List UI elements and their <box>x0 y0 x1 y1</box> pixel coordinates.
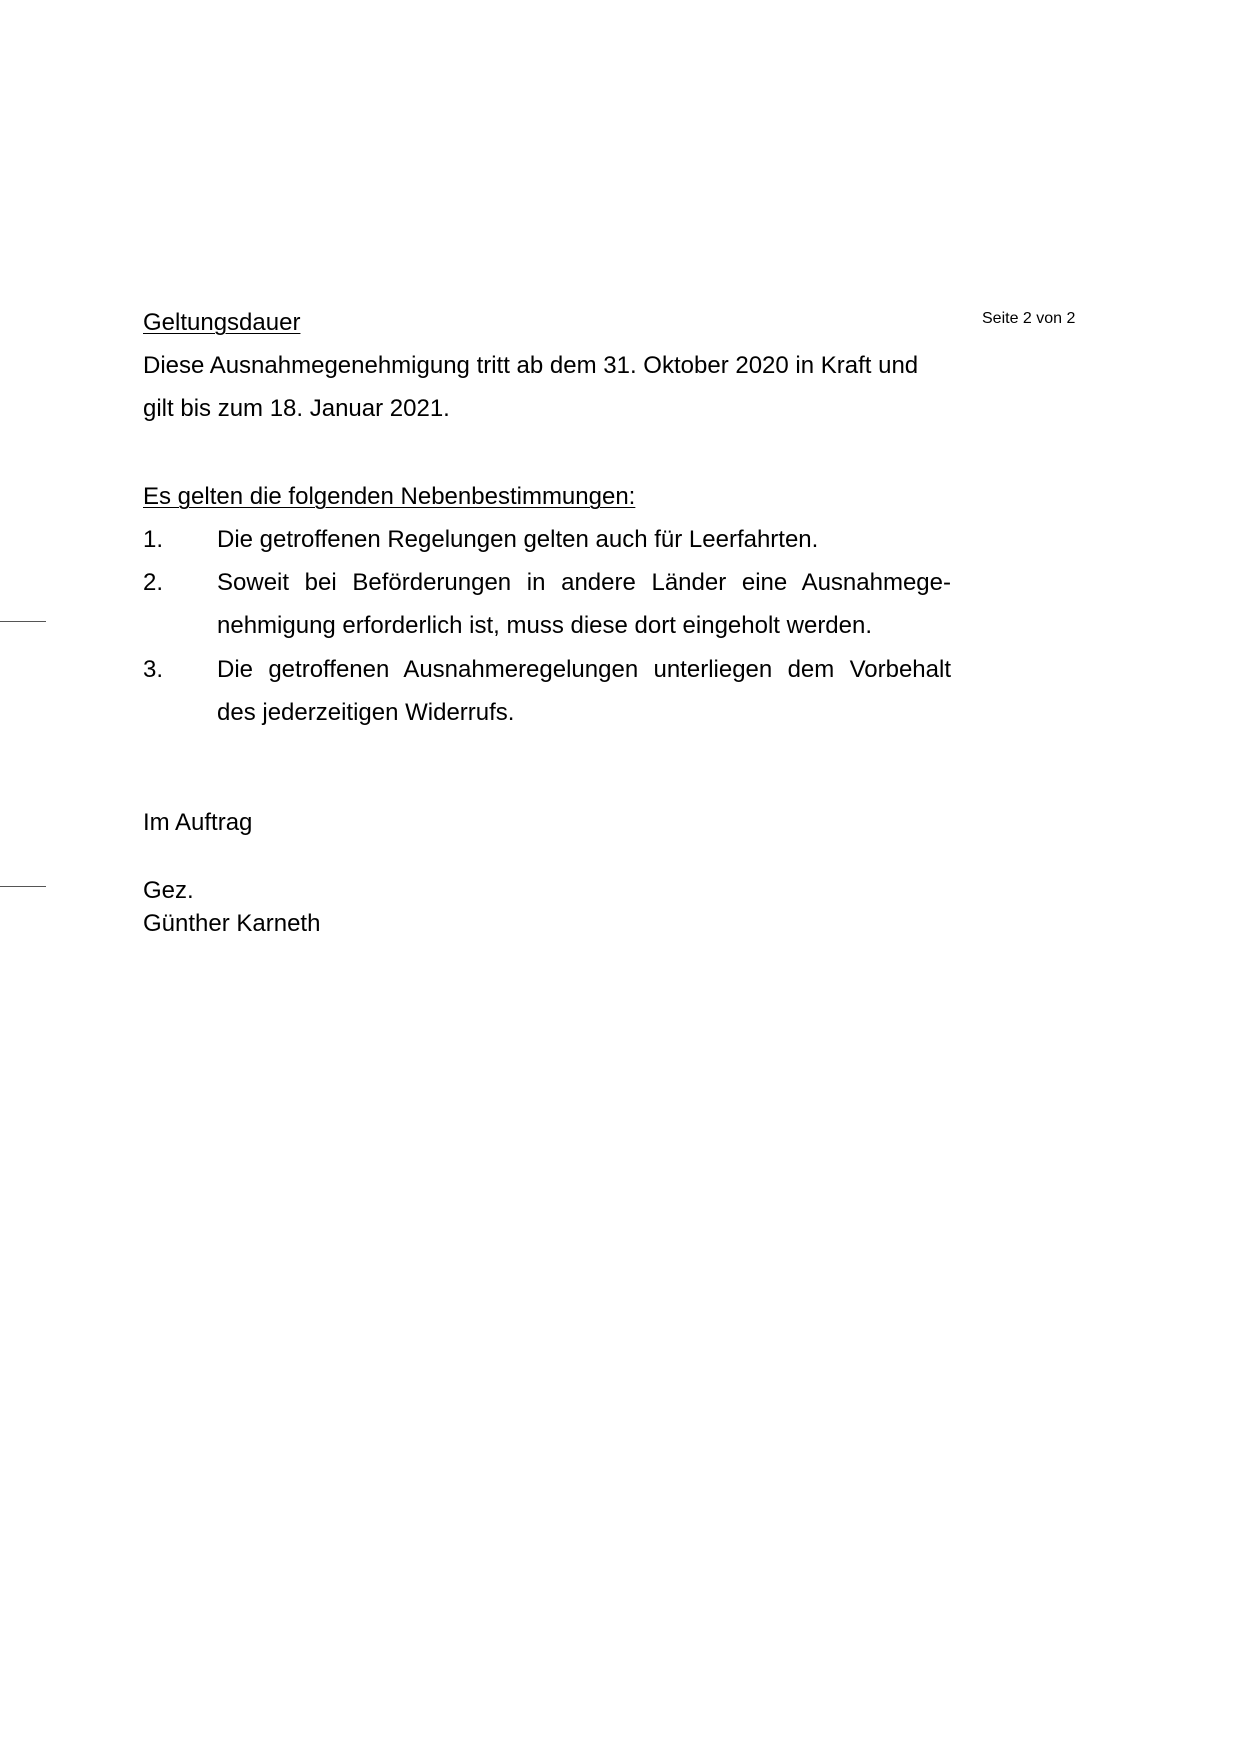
list-item-number-2: 2. <box>143 569 164 596</box>
list-item-text-2-line-1: Soweit bei Beförderungen in andere Länder eine Ausnahmege- <box>217 569 951 596</box>
list-item-number-1: 1. <box>143 526 164 553</box>
list-item-text-3-line-2: des jederzeitigen Widerrufs. <box>217 699 515 726</box>
signature-gez: Gez. <box>143 877 194 904</box>
list-item-text-2-line-2: nehmigung erforderlich ist, muss diese dort eingeholt werden. <box>217 612 873 639</box>
validity-text-line-1: Diese Ausnahmegenehmigung tritt ab dem 31. Oktober 2020 in Kraft und <box>143 352 919 379</box>
list-item-number-3: 3. <box>143 656 164 683</box>
list-item-text-3-line-1: Die getroffenen Ausnahmeregelungen unterliegen dem Vorbehalt <box>217 656 951 683</box>
section-heading-validity: Geltungsdauer <box>143 309 301 336</box>
signer-name: Günther Karneth <box>143 910 321 937</box>
validity-text-line-2: gilt bis zum 18. Januar 2021. <box>143 395 450 422</box>
page-number: Seite 2 von 2 <box>982 310 1076 327</box>
list-item-text-1: Die getroffenen Regelungen gelten auch für Leerfahrten. <box>217 526 819 553</box>
closing-im-auftrag: Im Auftrag <box>143 809 253 836</box>
fold-mark-top <box>0 621 46 622</box>
fold-mark-bottom <box>0 886 46 887</box>
section-heading-provisions: Es gelten die folgenden Nebenbestimmungen: <box>143 483 636 510</box>
